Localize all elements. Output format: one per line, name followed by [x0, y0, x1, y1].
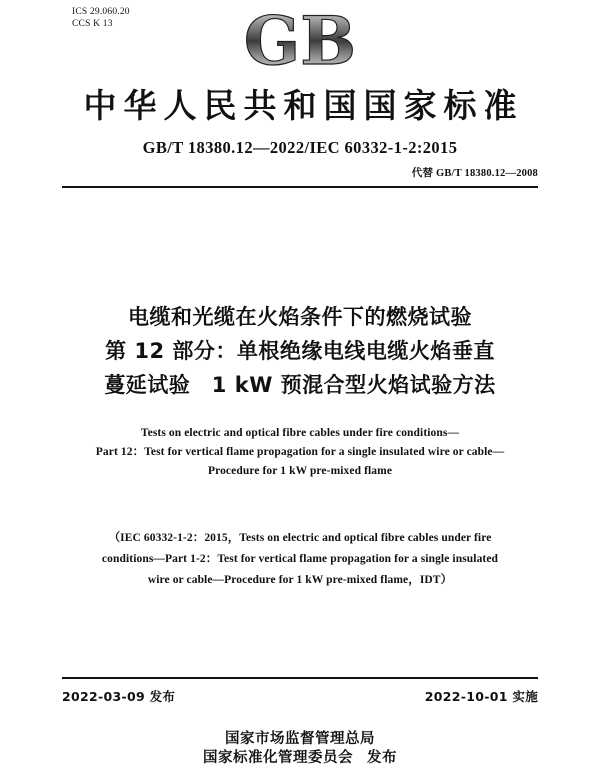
ccs-code: CCS K 13	[72, 19, 113, 29]
iec-note-line-1: （IEC 60332-1-2：2015，Tests on electric and optical fibre cables under fire	[108, 532, 492, 544]
iec-equivalence-note	[60, 528, 540, 591]
effective-date: 2022-10-01 实施	[424, 689, 538, 704]
english-title-line-1: Tests on electric and optical fibre cables under fire conditions—	[140, 427, 460, 439]
document-english-title	[50, 424, 550, 481]
document-main-title	[40, 300, 560, 402]
issue-date: 2022-03-09 发布	[62, 689, 176, 704]
main-title-line-3: 蔓延试验 1 kW 预混合型火焰试验方法	[104, 373, 496, 397]
iec-note-line-3: wire or cable—Procedure for 1 kW pre-mixed flame，IDT）	[147, 574, 453, 586]
svg-text:GB: GB	[244, 8, 356, 72]
iec-note-line-2: conditions—Part 1-2：Test for vertical flame propagation for a single insulated	[101, 553, 499, 565]
divider-top	[62, 186, 538, 188]
issuer-line-2	[0, 749, 600, 768]
issuer-line-2-text: 国家标准化管理委员会	[203, 750, 353, 766]
divider-bottom	[62, 677, 538, 679]
english-title-line-3: Procedure for 1 kW pre-mixed flame	[207, 465, 393, 477]
main-title-line-2: 第 12 部分：单根绝缘电线电缆火焰垂直	[105, 339, 495, 363]
ics-code: ICS 29.060.20	[72, 7, 130, 17]
standard-number: GB/T 18380.12—2022/IEC 60332-1-2:2015	[142, 138, 458, 157]
date-row	[62, 687, 538, 705]
gb-emblem-icon	[0, 8, 600, 74]
publish-label: 发布	[367, 750, 397, 766]
issuing-authority	[0, 730, 600, 768]
replaces-note: 代替 GB/T 18380.12—2008	[411, 168, 538, 179]
main-title-line-1: 电缆和光缆在火焰条件下的燃烧试验	[128, 305, 472, 329]
issuer-line-1: 国家市场监督管理总局	[225, 731, 375, 747]
english-title-line-2: Part 12：Test for vertical flame propagation for a single insulated wire or cable—	[95, 446, 505, 458]
page-title: 中华人民共和国国家标准	[83, 86, 524, 125]
